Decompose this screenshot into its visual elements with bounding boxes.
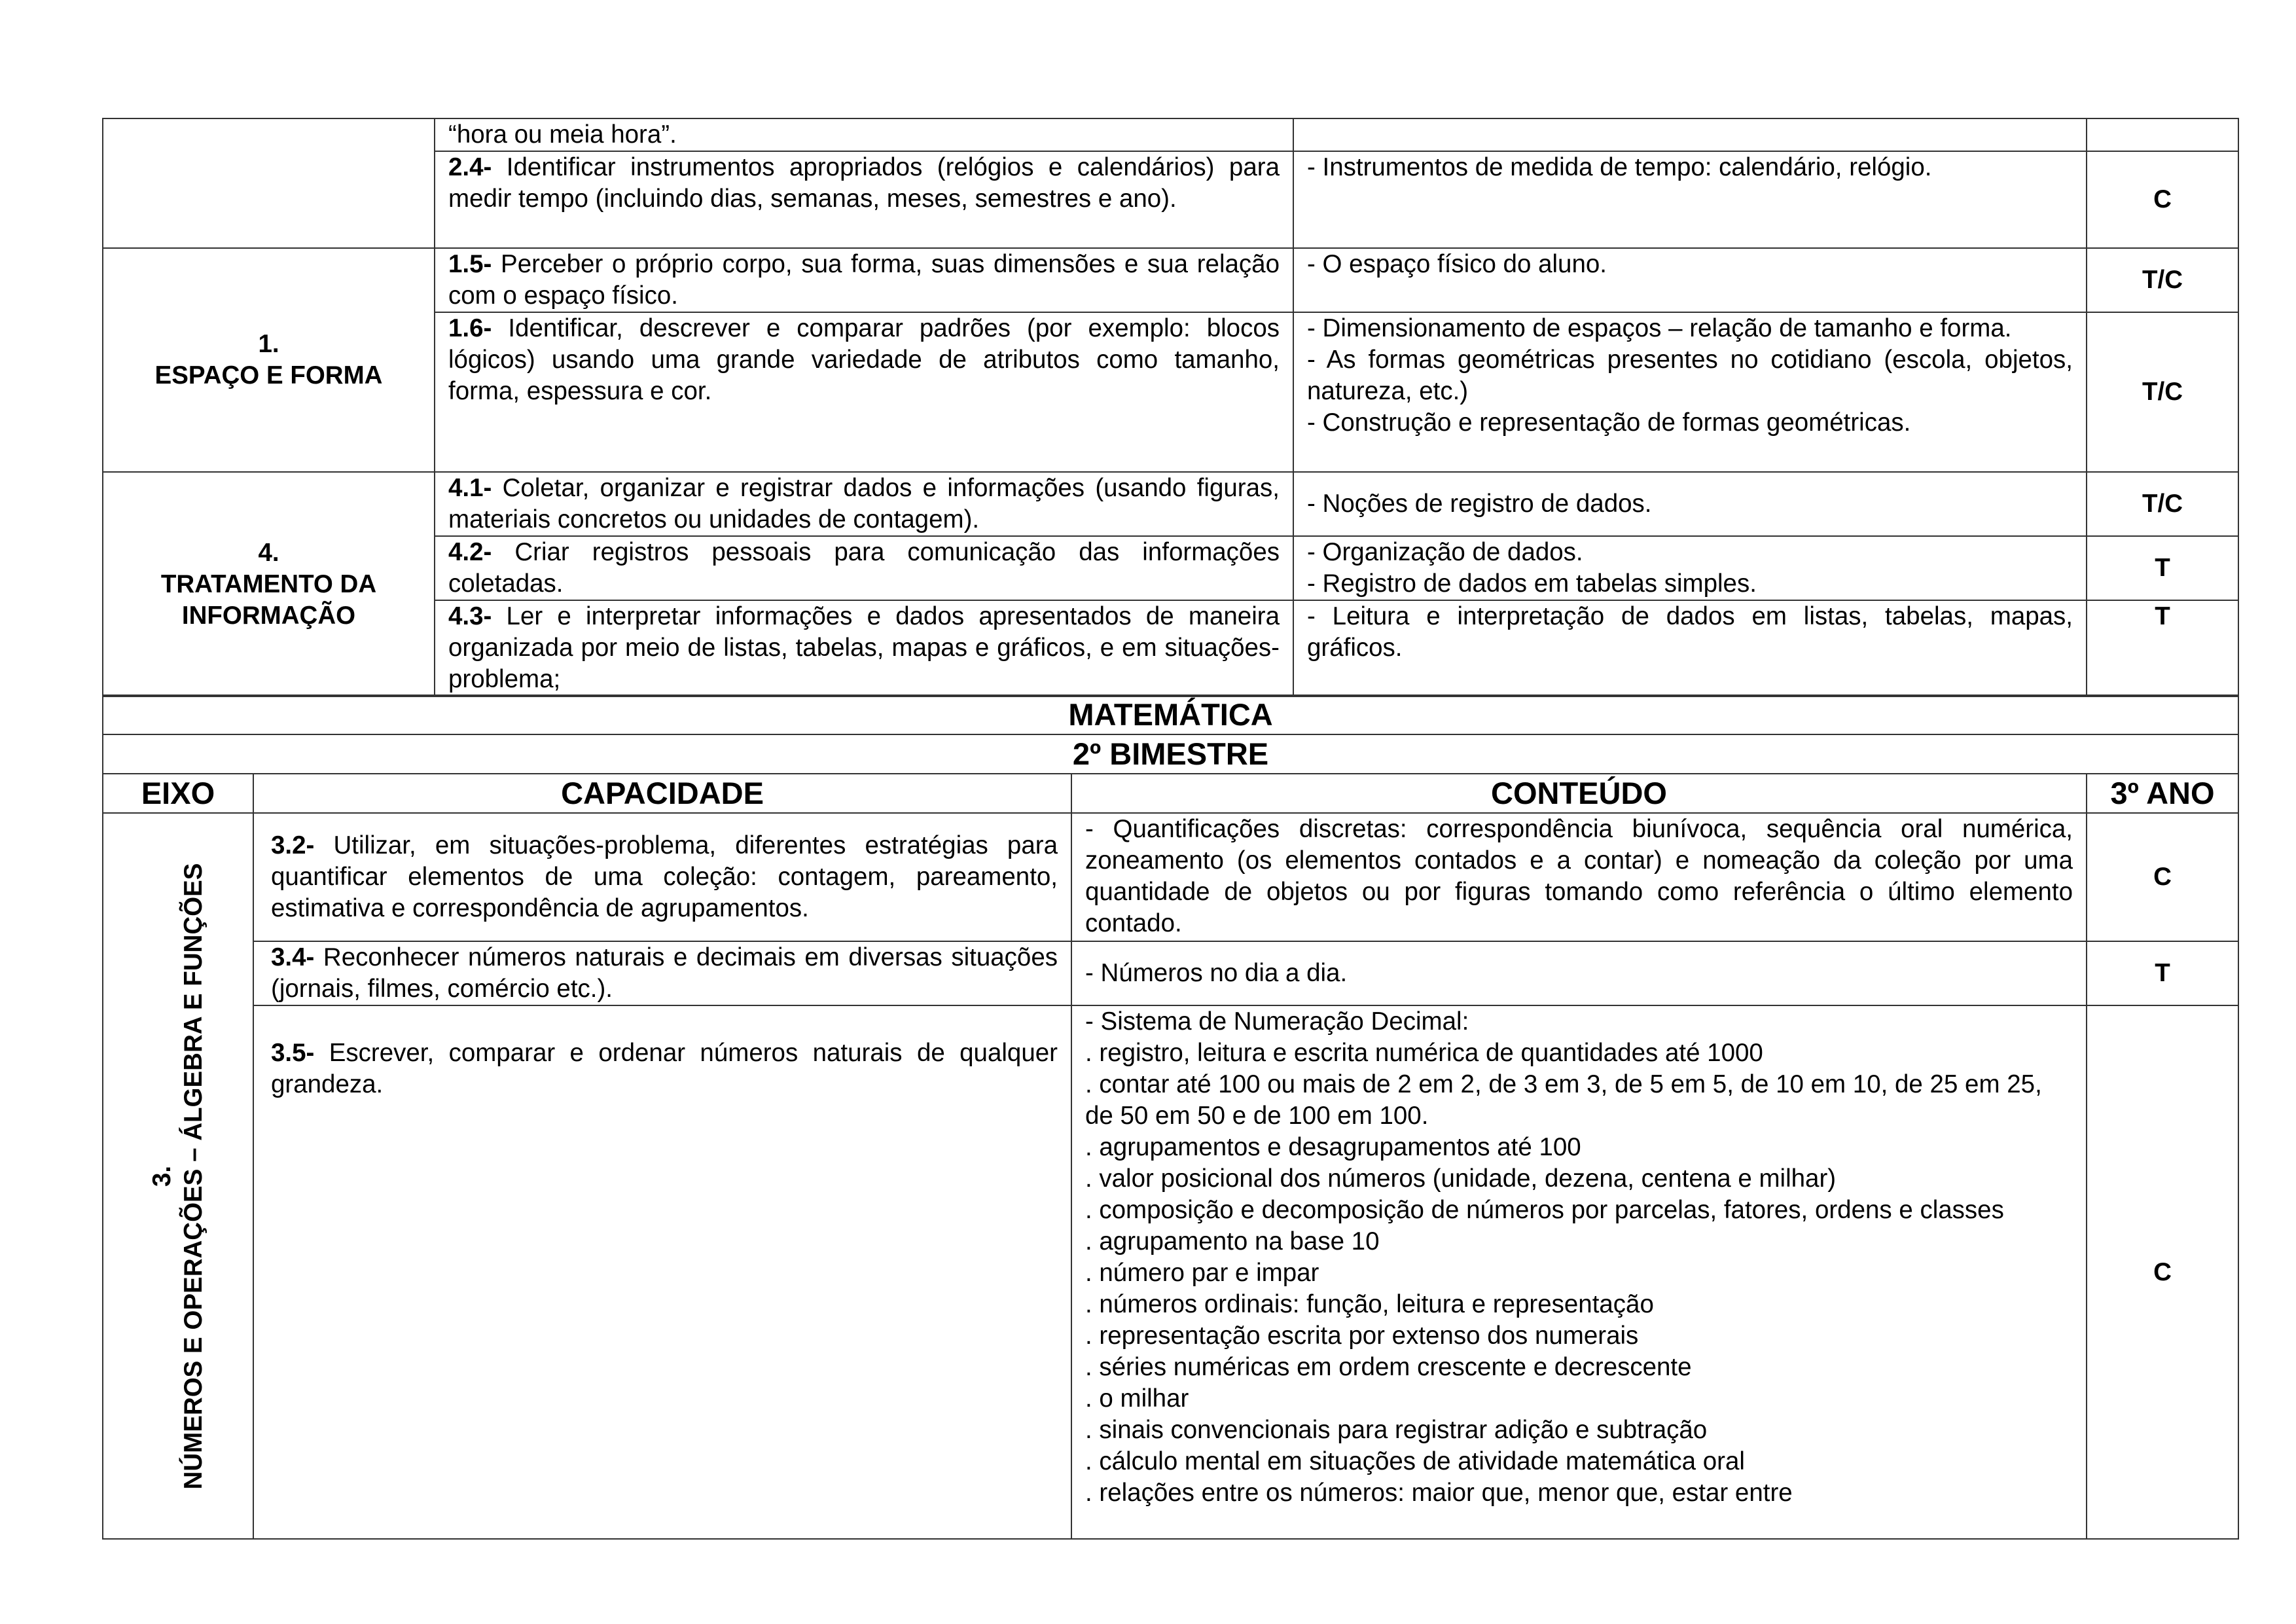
content-cell: - Números no dia a dia. — [1071, 941, 2087, 1005]
capacity-cell: 4.2- Criar registros pessoais para comunicação das informações coletadas. — [435, 536, 1293, 600]
level-cell: T/C — [2087, 472, 2238, 536]
content-cell: - Quantificações discretas: correspondência biunívoca, sequência oral numérica, zoneamento (os elementos contados e a contar) e nomeação da coleção por uma quantidade de objetos ou por figuras tomando como referência o último elemento contado. — [1071, 813, 2087, 941]
content-cell: - Instrumentos de medida de tempo: calendário, relógio. — [1293, 151, 2087, 248]
capacity-cell: 3.2- Utilizar, em situações-problema, diferentes estratégias para quantificar elementos de uma coleção: contagem, pareamento, estimativa e correspondência de agrupamentos. — [253, 813, 1071, 941]
content-cell: - Sistema de Numeração Decimal: . registro, leitura e escrita numérica de quantidades até 1000 . contar até 100 ou mais de 2 em 2, de 3 em 3, de 5 em 5, de 10 em 10, de 25 em 25, de 50 em 50 e de 100 em 100. . agrupamentos e desagrupamentos até 100 . valor posicional dos números (unidade, dezena, centena e milhar) . composição e decomposição de números por parcelas, fatores, ordens e classes . agrupamento na base 10 . número par e impar . números ordinais: função, leitura e representação . representação escrita por extenso dos numerais . séries numéricas em ordem crescente e decrescente . o milhar . sinais convencionais para registrar adição e subtração . cálculo mental em situações de atividade matemática oral . relações entre os números: maior que, menor que, estar entre — [1071, 1005, 2087, 1539]
table-row — [103, 118, 2238, 151]
curriculum-table-2nd-bimester — [102, 695, 2239, 1540]
eixo-vertical-label: 3. NÚMEROS E OPERAÇÕES – ÁLGEBRA E FUNÇÕES — [148, 863, 207, 1489]
content-cell: - Dimensionamento de espaços – relação de tamanho e forma. - As formas geométricas presentes no cotidiano (escola, objetos, natureza, etc.) - Construção e representação de formas geométricas. — [1293, 312, 2087, 472]
content-cell: - O espaço físico do aluno. — [1293, 248, 2087, 312]
table-row — [103, 1005, 2238, 1539]
table-row — [103, 695, 2238, 734]
level-cell: T/C — [2087, 248, 2238, 312]
period-title: 2º BIMESTRE — [103, 734, 2238, 774]
level-cell: C — [2087, 1005, 2238, 1539]
eixo-cell: 4. TRATAMENTO DA INFORMAÇÃO — [103, 472, 435, 696]
header-conteudo: CONTEÚDO — [1071, 774, 2087, 813]
capacity-cell: “hora ou meia hora”. — [435, 118, 1293, 151]
content-cell: - Organização de dados. - Registro de dados em tabelas simples. — [1293, 536, 2087, 600]
content-cell — [1293, 118, 2087, 151]
header-capacidade: CAPACIDADE — [253, 774, 1071, 813]
curriculum-table-continuation — [102, 118, 2239, 697]
level-cell: C — [2087, 151, 2238, 248]
eixo-cell: 1. ESPAÇO E FORMA — [103, 248, 435, 472]
capacity-cell: 1.5- Perceber o próprio corpo, sua forma, suas dimensões e sua relação com o espaço físico. — [435, 248, 1293, 312]
capacity-cell: 3.4- Reconhecer números naturais e decimais em diversas situações (jornais, filmes, comércio etc.). — [253, 941, 1071, 1005]
level-cell — [2087, 118, 2238, 151]
content-cell: - Leitura e interpretação de dados em listas, tabelas, mapas, gráficos. — [1293, 600, 2087, 696]
capacity-cell: 4.1- Coletar, organizar e registrar dados e informações (usando figuras, materiais concretos ou unidades de contagem). — [435, 472, 1293, 536]
capacity-cell: 4.3- Ler e interpretar informações e dados apresentados de maneira organizada por meio de listas, tabelas, mapas e gráficos, e em situações-problema; — [435, 600, 1293, 696]
capacity-cell: 1.6- Identificar, descrever e comparar padrões (por exemplo: blocos lógicos) usando uma grande variedade de atributos como tamanho, forma, espessura e cor. — [435, 312, 1293, 472]
level-cell: T/C — [2087, 312, 2238, 472]
eixo-cell-empty — [103, 118, 435, 248]
eixo-vertical-cell — [103, 813, 253, 1539]
table-row — [103, 472, 2238, 536]
level-cell: T — [2087, 600, 2238, 696]
capacity-cell: 3.5- Escrever, comparar e ordenar números naturais de qualquer grandeza. — [253, 1005, 1071, 1539]
level-cell: C — [2087, 813, 2238, 941]
content-cell: - Noções de registro de dados. — [1293, 472, 2087, 536]
capacity-cell: 2.4- Identificar instrumentos apropriados (relógios e calendários) para medir tempo (incluindo dias, semanas, meses, semestres e ano). — [435, 151, 1293, 248]
header-ano: 3º ANO — [2087, 774, 2238, 813]
header-eixo: EIXO — [103, 774, 253, 813]
table-row — [103, 813, 2238, 941]
table-header-row — [103, 774, 2238, 813]
subject-title: MATEMÁTICA — [103, 695, 2238, 734]
table-row — [103, 734, 2238, 774]
level-cell: T — [2087, 941, 2238, 1005]
level-cell: T — [2087, 536, 2238, 600]
table-row — [103, 248, 2238, 312]
table-row — [103, 941, 2238, 1005]
